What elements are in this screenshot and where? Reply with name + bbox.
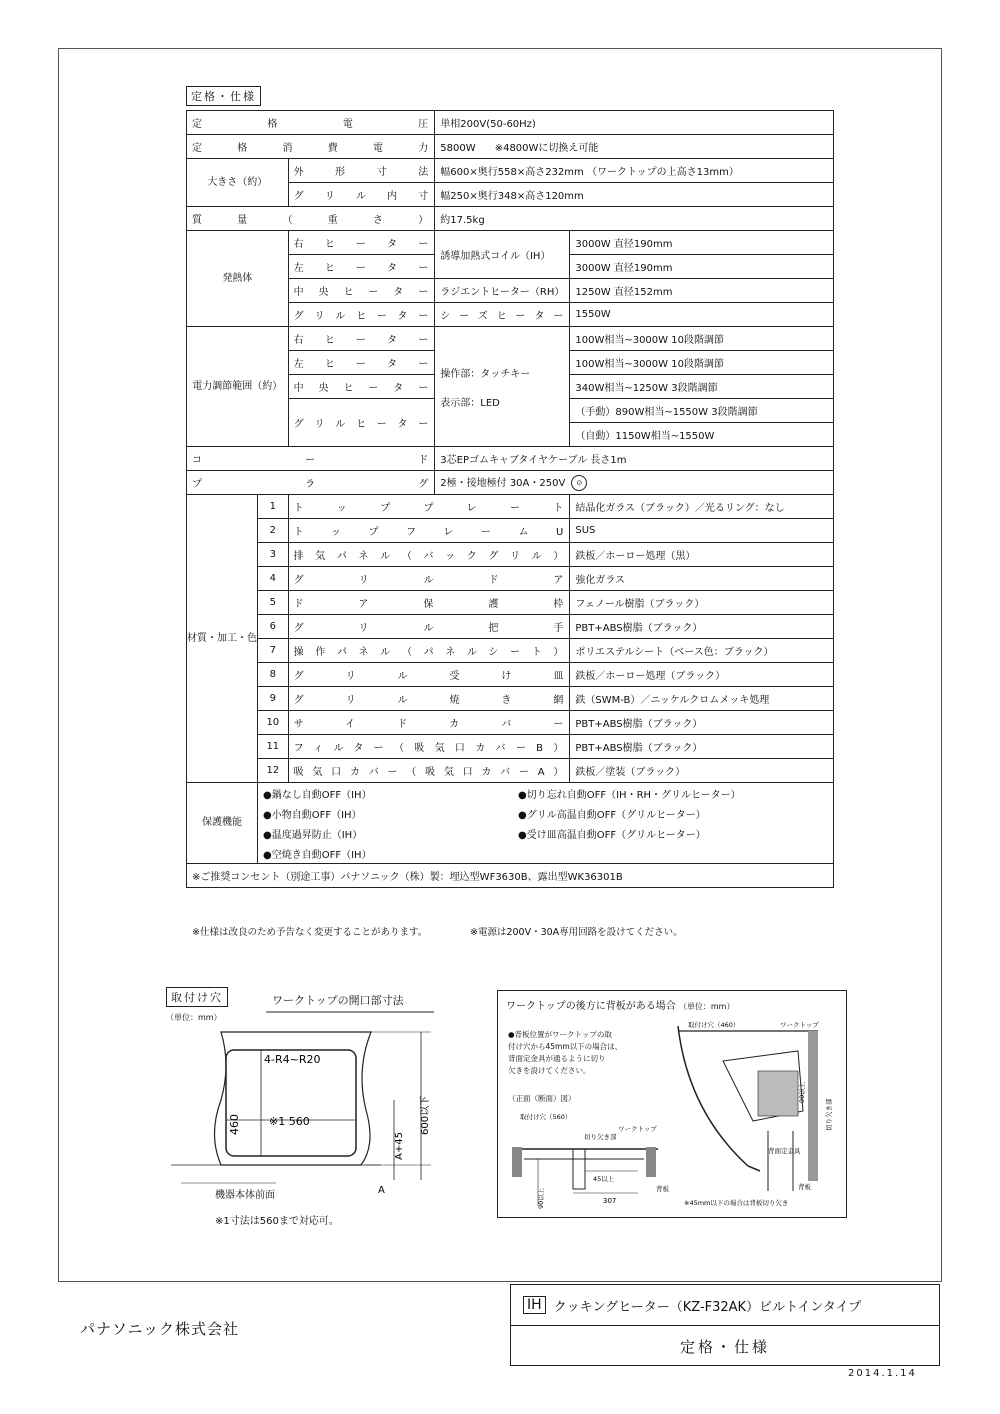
- install-footnote: ※1寸法は560まで対応可。: [215, 1216, 339, 1227]
- plug-value: 2極・接地極付 30A・250V: [440, 478, 566, 489]
- plug-cell: [435, 471, 834, 495]
- label-cut: 切り欠き部: [584, 1133, 617, 1141]
- rated-power-note: ※4800Wに切換え可能: [494, 143, 599, 154]
- material-value: PBT+ABS樹脂（ブラック）: [570, 735, 834, 759]
- product-name: クッキングヒーター（KZ-F32AK）ビルトインタイプ: [553, 1299, 862, 1315]
- rated-power-cell: [435, 135, 834, 159]
- material-no: 4: [258, 567, 289, 591]
- protection-cell: [258, 783, 834, 864]
- rated-voltage-label: 定格電圧: [187, 111, 435, 135]
- backboard-section-drawing: [498, 991, 846, 1217]
- material-no: 10: [258, 711, 289, 735]
- recommend-outlet: ※ご推奨コンセント（別途工事）パナソニック（株）製：埋込型WF3630B、露出型WK36301B: [187, 864, 834, 888]
- doc-date: 2014.1.14: [848, 1368, 917, 1379]
- dim-radius: 4-R4~R20: [264, 1053, 321, 1066]
- material-name: 操作パネル（パネルシート）: [288, 639, 570, 663]
- company-name: パナソニック株式会社: [80, 1320, 239, 1338]
- title-block: [510, 1284, 940, 1366]
- backboard-view: （正面（断面）図）: [508, 1094, 576, 1103]
- heating-type: ラジエントヒーター（RH）: [435, 279, 570, 303]
- material-value: 鉄板／ホーロー処理（ブラック）: [570, 663, 834, 687]
- heating-type: シーズヒーター: [435, 303, 570, 327]
- label-h90b: 90以上: [798, 1081, 806, 1103]
- protection-item: ●切り忘れ自動OFF（IH・RH・グリルヒーター）: [518, 789, 741, 801]
- material-name: ドア保護枠: [288, 591, 570, 615]
- protection-group-label: 保護機能: [187, 783, 258, 864]
- adjust-value: 100W相当~3000W 10段階調節: [570, 327, 834, 351]
- material-no: 6: [258, 615, 289, 639]
- label-note: ※45mm以下の場合は背板切り欠き: [684, 1199, 789, 1207]
- material-name: サイドカバー: [288, 711, 570, 735]
- table-row: [187, 639, 834, 663]
- plug-label: プラグ: [187, 471, 435, 495]
- rated-power-value: 5800W: [440, 143, 476, 154]
- table-row: [187, 759, 834, 783]
- material-name: フィルター（吸気口カバーB）: [288, 735, 570, 759]
- protection-item: ●空焼き自動OFF（IH）: [263, 849, 372, 861]
- protection-item: ●鍋なし自動OFF（IH）: [263, 789, 372, 801]
- material-name: トッププレート: [288, 495, 570, 519]
- adjust-name: 左ヒーター: [288, 351, 435, 375]
- material-no: 7: [258, 639, 289, 663]
- adjust-value: 340W相当~1250W 3段階調節: [570, 375, 834, 399]
- title-product-row: [511, 1285, 939, 1326]
- label-bracket: 背面定金具: [768, 1147, 801, 1155]
- rated-power-label: 定格消費電力: [187, 135, 435, 159]
- protection-item: ●受け皿高温自動OFF（グリルヒーター）: [518, 829, 706, 841]
- material-value: ポリエステルシート（ベース色：ブラック）: [570, 639, 834, 663]
- table-row: [187, 207, 834, 231]
- ih-badge: IH: [523, 1296, 546, 1314]
- material-no: 12: [258, 759, 289, 783]
- install-unit: （単位：mm）: [166, 1013, 222, 1022]
- table-row: [187, 615, 834, 639]
- material-name: グリル焼き網: [288, 687, 570, 711]
- material-value: 鉄（SWM-B）／ニッケルクロムメッキ処理: [570, 687, 834, 711]
- plug-outlet-icon: ⊙: [571, 475, 587, 491]
- table-row: [187, 711, 834, 735]
- material-no: 8: [258, 663, 289, 687]
- backboard-diagram-box: [497, 990, 847, 1218]
- material-no: 5: [258, 591, 289, 615]
- cord-value: 3芯EPゴムキャブタイヤケーブル 長さ1m: [435, 447, 834, 471]
- desc-line: 欠きを設けてください。: [508, 1066, 591, 1075]
- label-hole460: 取付け穴（460）: [688, 1021, 740, 1029]
- material-name: グリル把手: [288, 615, 570, 639]
- material-no: 1: [258, 495, 289, 519]
- dim-a: A: [378, 1185, 385, 1195]
- table-row: [187, 159, 834, 183]
- adjust-value: 100W相当~3000W 10段階調節: [570, 351, 834, 375]
- table-row: [187, 735, 834, 759]
- material-name: トップフレームU: [288, 519, 570, 543]
- dim-depth: 600以下: [420, 1095, 431, 1135]
- adjust-name: 右ヒーター: [288, 327, 435, 351]
- size-group-label: 大きさ（約）: [187, 159, 289, 207]
- power-line-note: ※電源は200V・30A専用回路を設けてください。: [470, 927, 683, 938]
- label-w307: 307: [603, 1197, 617, 1205]
- adjust-operation-cell: [435, 327, 570, 447]
- desc-line: 背面定金具が通るように切り: [508, 1054, 606, 1063]
- heating-name: グリルヒーター: [288, 303, 435, 327]
- heating-name: 中央ヒーター: [288, 279, 435, 303]
- table-row: [187, 231, 834, 255]
- mass-value: 約17.5kg: [435, 207, 834, 231]
- heating-value: 3000W 直径190mm: [570, 231, 834, 255]
- label-backplate: 背板: [656, 1185, 669, 1193]
- heating-value: 1250W 直径152mm: [570, 279, 834, 303]
- cord-label: コード: [187, 447, 435, 471]
- dim-height: 460: [228, 1114, 241, 1135]
- install-hole-diagram: [166, 1005, 456, 1195]
- adjust-value: （自動）1150W相当~1550W: [570, 423, 834, 447]
- material-no: 3: [258, 543, 289, 567]
- label-hole: 取付け穴（560）: [520, 1113, 572, 1121]
- table-row: [187, 864, 834, 888]
- table-row: [187, 471, 834, 495]
- dim-width: ※1 560: [269, 1115, 310, 1128]
- grill-inner-value: 幅250×奥行348×高さ120mm: [435, 183, 834, 207]
- table-row: [187, 543, 834, 567]
- material-value: 結晶化ガラス（ブラック）／光るリング：なし: [570, 495, 834, 519]
- heating-value: 1550W: [570, 303, 834, 327]
- label-backplate2: 背板: [798, 1183, 811, 1191]
- doc-title: 定格・仕様: [679, 1337, 770, 1356]
- table-row: [187, 327, 834, 351]
- label-worktop2: ワークトップ: [780, 1021, 819, 1029]
- material-value: フェノール樹脂（ブラック）: [570, 591, 834, 615]
- material-value: PBT+ABS樹脂（ブラック）: [570, 711, 834, 735]
- table-row: [187, 783, 834, 864]
- adjust-value: （手動）890W相当~1550W 3段階調節: [570, 399, 834, 423]
- heating-name: 左ヒーター: [288, 255, 435, 279]
- table-row: [187, 567, 834, 591]
- backboard-unit: （単位：mm）: [678, 1002, 735, 1011]
- material-name: 吸気口カバー（吸気口カバーA）: [288, 759, 570, 783]
- material-no: 2: [258, 519, 289, 543]
- spec-table: [186, 110, 834, 888]
- material-value: 強化ガラス: [570, 567, 834, 591]
- label-worktop: ワークトップ: [618, 1125, 657, 1133]
- heating-name: 右ヒーター: [288, 231, 435, 255]
- material-name: グリル受け皿: [288, 663, 570, 687]
- heating-value: 3000W 直径190mm: [570, 255, 834, 279]
- backboard-title: ワークトップの後方に背板がある場合: [506, 1001, 676, 1012]
- materials-group-label: 材質・加工・色: [187, 495, 258, 783]
- section-title: 定格・仕様: [186, 86, 261, 106]
- protection-item: ●グリル高温自動OFF（グリルヒーター）: [518, 809, 706, 821]
- material-value: 鉄板／ホーロー処理（黒）: [570, 543, 834, 567]
- table-row: [187, 519, 834, 543]
- operation-text: 操作部：タッチキー: [440, 368, 531, 380]
- protection-item: ●小物自動OFF（IH）: [263, 809, 362, 821]
- material-name: 排気パネル（バックグリル）: [288, 543, 570, 567]
- dim-a-plus: A+45: [394, 1132, 405, 1160]
- material-value: PBT+ABS樹脂（ブラック）: [570, 615, 834, 639]
- adjust-name: グリルヒーター: [288, 399, 435, 447]
- table-row: [187, 111, 834, 135]
- material-value: 鉄板／塗装（ブラック）: [570, 759, 834, 783]
- outer-size-label: 外形寸法: [288, 159, 435, 183]
- material-value: SUS: [570, 519, 834, 543]
- grill-inner-label: グリル内寸: [288, 183, 435, 207]
- material-no: 11: [258, 735, 289, 759]
- adjust-name: 中央ヒーター: [288, 375, 435, 399]
- heating-type: 誘導加熱式コイル（IH）: [435, 231, 570, 279]
- table-row: [187, 495, 834, 519]
- install-subtitle: ワークトップの開口部寸法: [272, 994, 404, 1007]
- material-name: グリルドア: [288, 567, 570, 591]
- heating-group-label: 発熱体: [187, 231, 289, 327]
- install-title: 取付け穴: [166, 987, 228, 1007]
- mass-label: 質量（重さ）: [187, 207, 435, 231]
- power-adjust-group-label: 電力調節範囲（約）: [187, 327, 289, 447]
- desc-line: 付け穴から45mm以下の場合は、: [508, 1042, 623, 1051]
- table-row: [187, 687, 834, 711]
- rated-voltage-value: 単相200V(50-60Hz): [435, 111, 834, 135]
- front-label: 機器本体前面: [215, 1190, 275, 1201]
- table-row: [187, 135, 834, 159]
- table-row: [187, 591, 834, 615]
- label-h90: 90以上: [537, 1187, 545, 1209]
- material-no: 9: [258, 687, 289, 711]
- outer-size-value: 幅600×奥行558×高さ232mm （ワークトップの上高さ13mm）: [435, 159, 834, 183]
- table-row: [187, 447, 834, 471]
- label-cut2: 切り欠き部: [825, 1098, 833, 1131]
- desc-line: ●背板位置がワークトップの取: [508, 1030, 612, 1039]
- protection-item: ●温度過昇防止（IH）: [263, 829, 363, 841]
- table-row: [187, 663, 834, 687]
- display-text: 表示部：LED: [440, 397, 500, 409]
- spec-change-note: ※仕様は改良のため予告なく変更することがあります。: [192, 927, 428, 938]
- label-w45: 45以上: [593, 1175, 615, 1183]
